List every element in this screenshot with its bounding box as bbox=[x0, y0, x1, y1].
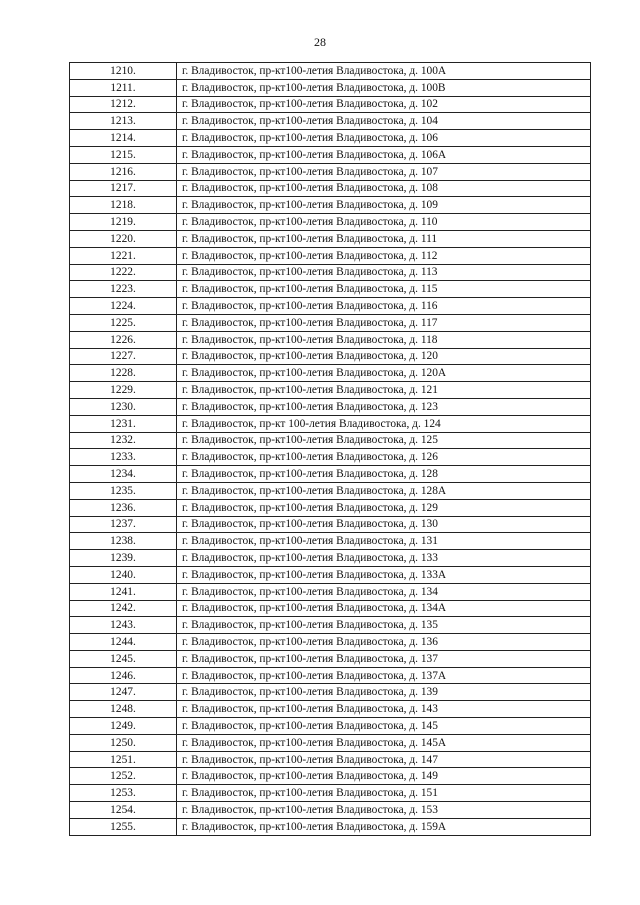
row-number-cell: 1228. bbox=[70, 365, 177, 382]
table-row bbox=[70, 314, 591, 331]
table-row bbox=[70, 583, 591, 600]
row-number-cell: 1236. bbox=[70, 499, 177, 516]
address-cell: г. Владивосток, пр-кт100-летия Владивостока, д. 134А bbox=[177, 600, 591, 617]
address-cell: г. Владивосток, пр-кт100-летия Владивостока, д. 100В bbox=[177, 79, 591, 96]
table-row bbox=[70, 617, 591, 634]
row-number-cell: 1224. bbox=[70, 298, 177, 315]
address-cell: г. Владивосток, пр-кт100-летия Владивостока, д. 102 bbox=[177, 96, 591, 113]
address-cell: г. Владивосток, пр-кт100-летия Владивостока, д. 126 bbox=[177, 449, 591, 466]
address-cell: г. Владивосток, пр-кт100-летия Владивостока, д. 108 bbox=[177, 180, 591, 197]
address-cell: г. Владивосток, пр-кт100-летия Владивостока, д. 130 bbox=[177, 516, 591, 533]
row-number-cell: 1248. bbox=[70, 701, 177, 718]
table-row bbox=[70, 818, 591, 835]
row-number-cell: 1221. bbox=[70, 247, 177, 264]
table-row bbox=[70, 281, 591, 298]
row-number-cell: 1241. bbox=[70, 583, 177, 600]
table-row bbox=[70, 415, 591, 432]
address-cell: г. Владивосток, пр-кт100-летия Владивостока, д. 107 bbox=[177, 163, 591, 180]
address-cell: г. Владивосток, пр-кт100-летия Владивостока, д. 133А bbox=[177, 566, 591, 583]
row-number-cell: 1215. bbox=[70, 146, 177, 163]
table-row bbox=[70, 802, 591, 819]
table-row bbox=[70, 382, 591, 399]
row-number-cell: 1252. bbox=[70, 768, 177, 785]
row-number-cell: 1238. bbox=[70, 533, 177, 550]
row-number-cell: 1243. bbox=[70, 617, 177, 634]
address-cell: г. Владивосток, пр-кт100-летия Владивостока, д. 111 bbox=[177, 230, 591, 247]
table-row bbox=[70, 365, 591, 382]
table-row bbox=[70, 63, 591, 80]
address-cell: г. Владивосток, пр-кт100-летия Владивостока, д. 106А bbox=[177, 146, 591, 163]
row-number-cell: 1225. bbox=[70, 314, 177, 331]
row-number-cell: 1242. bbox=[70, 600, 177, 617]
address-cell: г. Владивосток, пр-кт100-летия Владивостока, д. 118 bbox=[177, 331, 591, 348]
address-cell: г. Владивосток, пр-кт100-летия Владивостока, д. 125 bbox=[177, 432, 591, 449]
address-cell: г. Владивосток, пр-кт100-летия Владивостока, д. 151 bbox=[177, 785, 591, 802]
table-row bbox=[70, 432, 591, 449]
address-cell: г. Владивосток, пр-кт100-летия Владивостока, д. 117 bbox=[177, 314, 591, 331]
address-cell: г. Владивосток, пр-кт100-летия Владивостока, д. 121 bbox=[177, 382, 591, 399]
address-cell: г. Владивосток, пр-кт100-летия Владивостока, д. 100А bbox=[177, 63, 591, 80]
row-number-cell: 1234. bbox=[70, 466, 177, 483]
table-row bbox=[70, 634, 591, 651]
table-row bbox=[70, 516, 591, 533]
address-cell: г. Владивосток, пр-кт100-летия Владивостока, д. 137 bbox=[177, 650, 591, 667]
table-row bbox=[70, 113, 591, 130]
address-cell: г. Владивосток, пр-кт100-летия Владивостока, д. 149 bbox=[177, 768, 591, 785]
address-cell: г. Владивосток, пр-кт 100-летия Владивостока, д. 124 bbox=[177, 415, 591, 432]
address-cell: г. Владивосток, пр-кт100-летия Владивостока, д. 147 bbox=[177, 751, 591, 768]
row-number-cell: 1219. bbox=[70, 214, 177, 231]
table-row bbox=[70, 466, 591, 483]
row-number-cell: 1240. bbox=[70, 566, 177, 583]
row-number-cell: 1220. bbox=[70, 230, 177, 247]
table-row bbox=[70, 684, 591, 701]
table-row bbox=[70, 718, 591, 735]
address-cell: г. Владивосток, пр-кт100-летия Владивостока, д. 104 bbox=[177, 113, 591, 130]
table-row bbox=[70, 550, 591, 567]
table-row bbox=[70, 197, 591, 214]
row-number-cell: 1246. bbox=[70, 667, 177, 684]
address-cell: г. Владивосток, пр-кт100-летия Владивостока, д. 123 bbox=[177, 398, 591, 415]
row-number-cell: 1227. bbox=[70, 348, 177, 365]
address-cell: г. Владивосток, пр-кт100-летия Владивостока, д. 128А bbox=[177, 482, 591, 499]
row-number-cell: 1230. bbox=[70, 398, 177, 415]
address-cell: г. Владивосток, пр-кт100-летия Владивостока, д. 120 bbox=[177, 348, 591, 365]
row-number-cell: 1232. bbox=[70, 432, 177, 449]
row-number-cell: 1254. bbox=[70, 802, 177, 819]
row-number-cell: 1216. bbox=[70, 163, 177, 180]
address-cell: г. Владивосток, пр-кт100-летия Владивостока, д. 115 bbox=[177, 281, 591, 298]
table-row bbox=[70, 96, 591, 113]
address-cell: г. Владивосток, пр-кт100-летия Владивостока, д. 131 bbox=[177, 533, 591, 550]
table-row bbox=[70, 566, 591, 583]
table-row bbox=[70, 180, 591, 197]
table-row bbox=[70, 163, 591, 180]
table-row bbox=[70, 650, 591, 667]
row-number-cell: 1229. bbox=[70, 382, 177, 399]
address-cell: г. Владивосток, пр-кт100-летия Владивостока, д. 136 bbox=[177, 634, 591, 651]
row-number-cell: 1247. bbox=[70, 684, 177, 701]
row-number-cell: 1245. bbox=[70, 650, 177, 667]
address-cell: г. Владивосток, пр-кт100-летия Владивостока, д. 109 bbox=[177, 197, 591, 214]
row-number-cell: 1222. bbox=[70, 264, 177, 281]
address-cell: г. Владивосток, пр-кт100-летия Владивостока, д. 153 bbox=[177, 802, 591, 819]
address-cell: г. Владивосток, пр-кт100-летия Владивостока, д. 106 bbox=[177, 130, 591, 147]
table-row bbox=[70, 751, 591, 768]
row-number-cell: 1218. bbox=[70, 197, 177, 214]
address-cell: г. Владивосток, пр-кт100-летия Владивостока, д. 112 bbox=[177, 247, 591, 264]
row-number-cell: 1237. bbox=[70, 516, 177, 533]
table-row bbox=[70, 298, 591, 315]
row-number-cell: 1213. bbox=[70, 113, 177, 130]
row-number-cell: 1223. bbox=[70, 281, 177, 298]
row-number-cell: 1212. bbox=[70, 96, 177, 113]
table-row bbox=[70, 768, 591, 785]
address-table-body bbox=[70, 63, 591, 836]
address-cell: г. Владивосток, пр-кт100-летия Владивостока, д. 145А bbox=[177, 734, 591, 751]
table-row bbox=[70, 449, 591, 466]
row-number-cell: 1255. bbox=[70, 818, 177, 835]
address-cell: г. Владивосток, пр-кт100-летия Владивостока, д. 116 bbox=[177, 298, 591, 315]
address-cell: г. Владивосток, пр-кт100-летия Владивостока, д. 120А bbox=[177, 365, 591, 382]
row-number-cell: 1214. bbox=[70, 130, 177, 147]
table-row bbox=[70, 230, 591, 247]
row-number-cell: 1211. bbox=[70, 79, 177, 96]
table-row bbox=[70, 398, 591, 415]
row-number-cell: 1253. bbox=[70, 785, 177, 802]
table-row bbox=[70, 600, 591, 617]
row-number-cell: 1251. bbox=[70, 751, 177, 768]
row-number-cell: 1239. bbox=[70, 550, 177, 567]
row-number-cell: 1217. bbox=[70, 180, 177, 197]
table-row bbox=[70, 331, 591, 348]
table-row bbox=[70, 264, 591, 281]
address-cell: г. Владивосток, пр-кт100-летия Владивостока, д. 113 bbox=[177, 264, 591, 281]
address-cell: г. Владивосток, пр-кт100-летия Владивостока, д. 133 bbox=[177, 550, 591, 567]
table-row bbox=[70, 482, 591, 499]
table-row bbox=[70, 533, 591, 550]
row-number-cell: 1249. bbox=[70, 718, 177, 735]
address-cell: г. Владивосток, пр-кт100-летия Владивостока, д. 128 bbox=[177, 466, 591, 483]
address-table bbox=[69, 62, 591, 836]
table-row bbox=[70, 701, 591, 718]
table-row bbox=[70, 499, 591, 516]
table-row bbox=[70, 214, 591, 231]
row-number-cell: 1233. bbox=[70, 449, 177, 466]
address-cell: г. Владивосток, пр-кт100-летия Владивостока, д. 143 bbox=[177, 701, 591, 718]
row-number-cell: 1226. bbox=[70, 331, 177, 348]
table-row bbox=[70, 785, 591, 802]
table-row bbox=[70, 130, 591, 147]
table-row bbox=[70, 247, 591, 264]
table-row bbox=[70, 348, 591, 365]
address-cell: г. Владивосток, пр-кт100-летия Владивостока, д. 159А bbox=[177, 818, 591, 835]
row-number-cell: 1231. bbox=[70, 415, 177, 432]
address-cell: г. Владивосток, пр-кт100-летия Владивостока, д. 134 bbox=[177, 583, 591, 600]
row-number-cell: 1235. bbox=[70, 482, 177, 499]
address-cell: г. Владивосток, пр-кт100-летия Владивостока, д. 139 bbox=[177, 684, 591, 701]
row-number-cell: 1210. bbox=[70, 63, 177, 80]
address-cell: г. Владивосток, пр-кт100-летия Владивостока, д. 135 bbox=[177, 617, 591, 634]
page-number: 28 bbox=[314, 35, 326, 49]
table-row bbox=[70, 79, 591, 96]
table-row bbox=[70, 734, 591, 751]
address-cell: г. Владивосток, пр-кт100-летия Владивостока, д. 110 bbox=[177, 214, 591, 231]
table-row bbox=[70, 146, 591, 163]
row-number-cell: 1244. bbox=[70, 634, 177, 651]
address-cell: г. Владивосток, пр-кт100-летия Владивостока, д. 129 bbox=[177, 499, 591, 516]
address-cell: г. Владивосток, пр-кт100-летия Владивостока, д. 137А bbox=[177, 667, 591, 684]
table-row bbox=[70, 667, 591, 684]
row-number-cell: 1250. bbox=[70, 734, 177, 751]
address-cell: г. Владивосток, пр-кт100-летия Владивостока, д. 145 bbox=[177, 718, 591, 735]
